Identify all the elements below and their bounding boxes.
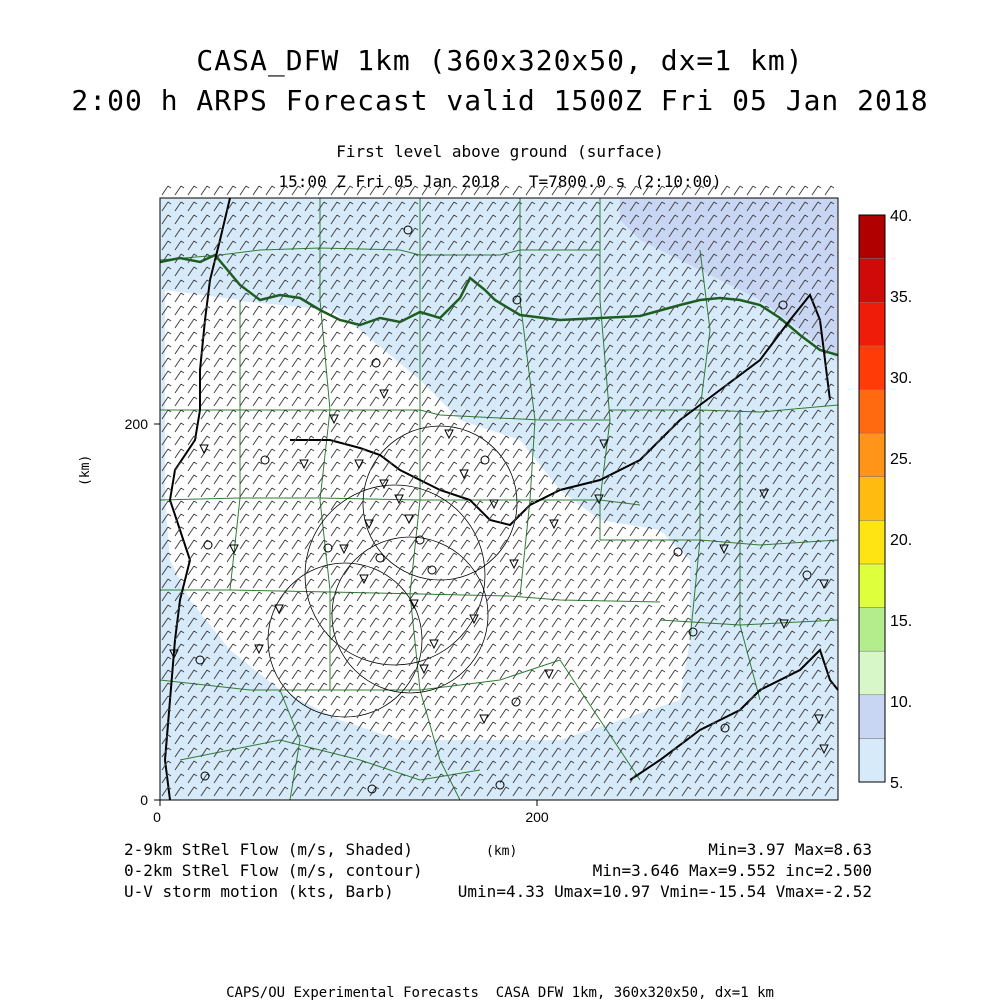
y-axis-unit: (km) bbox=[78, 454, 93, 486]
colorbar-labels bbox=[890, 208, 912, 792]
footer-credit: CAPS/OU Experimental Forecasts CASA DFW 1km, 360x320x50, dx=1 km bbox=[226, 985, 774, 1001]
legend-shaded-field: 2-9km StRel Flow (m/s, Shaded) bbox=[124, 840, 413, 859]
valid-time-label: 15:00 Z Fri 05 Jan 2018 T=7800.0 s (2:10:00) bbox=[278, 172, 722, 191]
colorbar-label: 40. bbox=[890, 208, 913, 225]
minmax-shaded: Min=3.97 Max=8.63 bbox=[708, 840, 872, 859]
colorbar-swatch bbox=[859, 215, 885, 259]
colorbar-swatch bbox=[859, 346, 885, 390]
colorbar-swatch bbox=[859, 651, 885, 695]
colorbar-label: 25. bbox=[890, 451, 913, 468]
colorbar-swatch bbox=[859, 433, 885, 477]
colorbar-swatch bbox=[859, 608, 885, 652]
colorbar-label: 15. bbox=[890, 613, 913, 630]
x-tick-0: 0 bbox=[153, 809, 161, 825]
colorbar-swatch bbox=[859, 389, 885, 433]
colorbar bbox=[859, 215, 885, 782]
minmax-contour: Min=3.646 Max=9.552 inc=2.500 bbox=[592, 861, 872, 880]
colorbar-swatch bbox=[859, 259, 885, 303]
legend-contour-field: 0-2km StRel Flow (m/s, contour) bbox=[124, 861, 423, 880]
level-label: First level above ground (surface) bbox=[336, 142, 664, 161]
colorbar-swatch bbox=[859, 564, 885, 608]
colorbar-label: 30. bbox=[890, 370, 913, 387]
colorbar-swatch bbox=[859, 477, 885, 521]
x-tick-200: 200 bbox=[525, 809, 549, 825]
colorbar-label: 5. bbox=[890, 775, 904, 792]
barb-lines-top bbox=[162, 186, 834, 195]
title-line-2: 2:00 h ARPS Forecast valid 1500Z Fri 05 Jan 2018 bbox=[71, 84, 929, 117]
legend-barb-field: U-V storm motion (kts, Barb) bbox=[124, 882, 394, 901]
title-line-1: CASA_DFW 1km (360x320x50, dx=1 km) bbox=[196, 44, 804, 77]
y-tick-0: 0 bbox=[140, 792, 148, 808]
colorbar-swatch bbox=[859, 738, 885, 782]
colorbar-swatch bbox=[859, 695, 885, 739]
colorbar-swatch bbox=[859, 520, 885, 564]
shaded-flow-field bbox=[160, 198, 838, 800]
minmax-barb: Umin=4.33 Umax=10.97 Vmin=-15.54 Vmax=-2.52 bbox=[457, 882, 872, 901]
colorbar-swatch bbox=[859, 302, 885, 346]
y-tick-200: 200 bbox=[124, 416, 148, 432]
x-axis-unit: (km) bbox=[486, 844, 518, 859]
colorbar-label: 35. bbox=[890, 289, 913, 306]
colorbar-label: 10. bbox=[890, 694, 913, 711]
colorbar-label: 20. bbox=[890, 532, 913, 549]
